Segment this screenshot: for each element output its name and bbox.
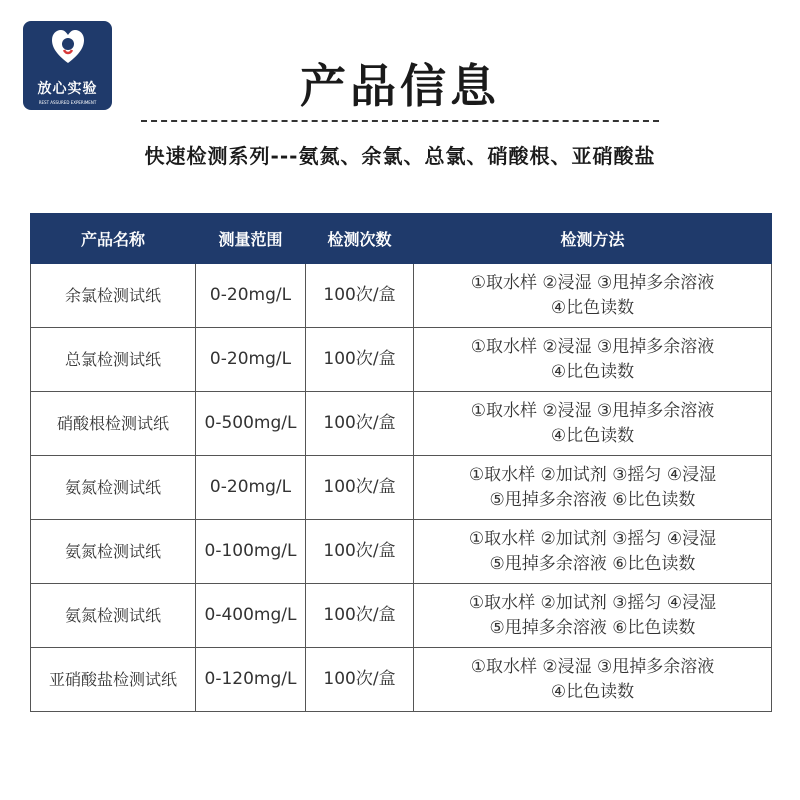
- page-title: 产品信息: [300, 59, 500, 113]
- method-cell: [414, 584, 772, 648]
- count-cell: 100次/盒: [306, 648, 414, 712]
- method-line: ④比色读数: [550, 425, 635, 446]
- count-cell: 100次/盒: [306, 328, 414, 392]
- method-line: ①取水样 ②加试剂 ③摇匀 ④浸湿: [468, 592, 717, 613]
- method-line: ①取水样 ②浸湿 ③甩掉多余溶液: [470, 400, 715, 421]
- range-cell: 0-400mg/L: [196, 584, 306, 648]
- header-product-name: 产品名称: [31, 214, 196, 264]
- method-line: ①取水样 ②浸湿 ③甩掉多余溶液: [470, 656, 715, 677]
- table-row: [31, 456, 772, 520]
- range-cell: 0-20mg/L: [196, 264, 306, 328]
- product-name-cell: 余氯检测试纸: [31, 264, 196, 328]
- table-row: [31, 584, 772, 648]
- table-row: [31, 392, 772, 456]
- method-line: ④比色读数: [550, 297, 635, 318]
- method-line: ①取水样 ②加试剂 ③摇匀 ④浸湿: [468, 528, 717, 549]
- method-cell: [414, 264, 772, 328]
- count-cell: 100次/盒: [306, 392, 414, 456]
- product-name-cell: 总氯检测试纸: [31, 328, 196, 392]
- product-name-cell: 氨氮检测试纸: [31, 520, 196, 584]
- header-test-count: 检测次数: [306, 214, 414, 264]
- method-line: ⑤甩掉多余溶液 ⑥比色读数: [489, 553, 696, 574]
- count-cell: 100次/盒: [306, 520, 414, 584]
- method-line: ⑤甩掉多余溶液 ⑥比色读数: [489, 489, 696, 510]
- table-header-row: [31, 214, 772, 264]
- method-line: ⑤甩掉多余溶液 ⑥比色读数: [489, 617, 696, 638]
- product-name-cell: 亚硝酸盐检测试纸: [31, 648, 196, 712]
- method-line: ①取水样 ②浸湿 ③甩掉多余溶液: [470, 272, 715, 293]
- method-line: ④比色读数: [550, 681, 635, 702]
- method-cell: [414, 648, 772, 712]
- table-row: [31, 520, 772, 584]
- table-row: [31, 264, 772, 328]
- method-cell: [414, 328, 772, 392]
- method-line: ④比色读数: [550, 361, 635, 382]
- header-measure-range: 测量范围: [196, 214, 306, 264]
- product-name-cell: 氨氮检测试纸: [31, 456, 196, 520]
- method-cell: [414, 456, 772, 520]
- method-cell: [414, 520, 772, 584]
- table-row: [31, 328, 772, 392]
- method-cell: [414, 392, 772, 456]
- brand-tagline: REST ASSURED EXPERIMENT: [38, 100, 97, 105]
- product-info-table: [30, 213, 772, 712]
- page-subtitle: 快速检测系列---氨氮、余氯、总氯、硝酸根、亚硝酸盐: [144, 144, 656, 168]
- count-cell: 100次/盒: [306, 584, 414, 648]
- range-cell: 0-100mg/L: [196, 520, 306, 584]
- header-test-method: 检测方法: [414, 214, 772, 264]
- range-cell: 0-120mg/L: [196, 648, 306, 712]
- method-line: ①取水样 ②浸湿 ③甩掉多余溶液: [470, 336, 715, 357]
- dashed-divider: [141, 120, 659, 122]
- range-cell: 0-20mg/L: [196, 456, 306, 520]
- count-cell: 100次/盒: [306, 456, 414, 520]
- product-name-cell: 硝酸根检测试纸: [31, 392, 196, 456]
- brand-name: 放心实验: [37, 81, 98, 97]
- method-line: ①取水样 ②加试剂 ③摇匀 ④浸湿: [468, 464, 717, 485]
- range-cell: 0-20mg/L: [196, 328, 306, 392]
- table-row: [31, 648, 772, 712]
- range-cell: 0-500mg/L: [196, 392, 306, 456]
- product-name-cell: 氨氮检测试纸: [31, 584, 196, 648]
- count-cell: 100次/盒: [306, 264, 414, 328]
